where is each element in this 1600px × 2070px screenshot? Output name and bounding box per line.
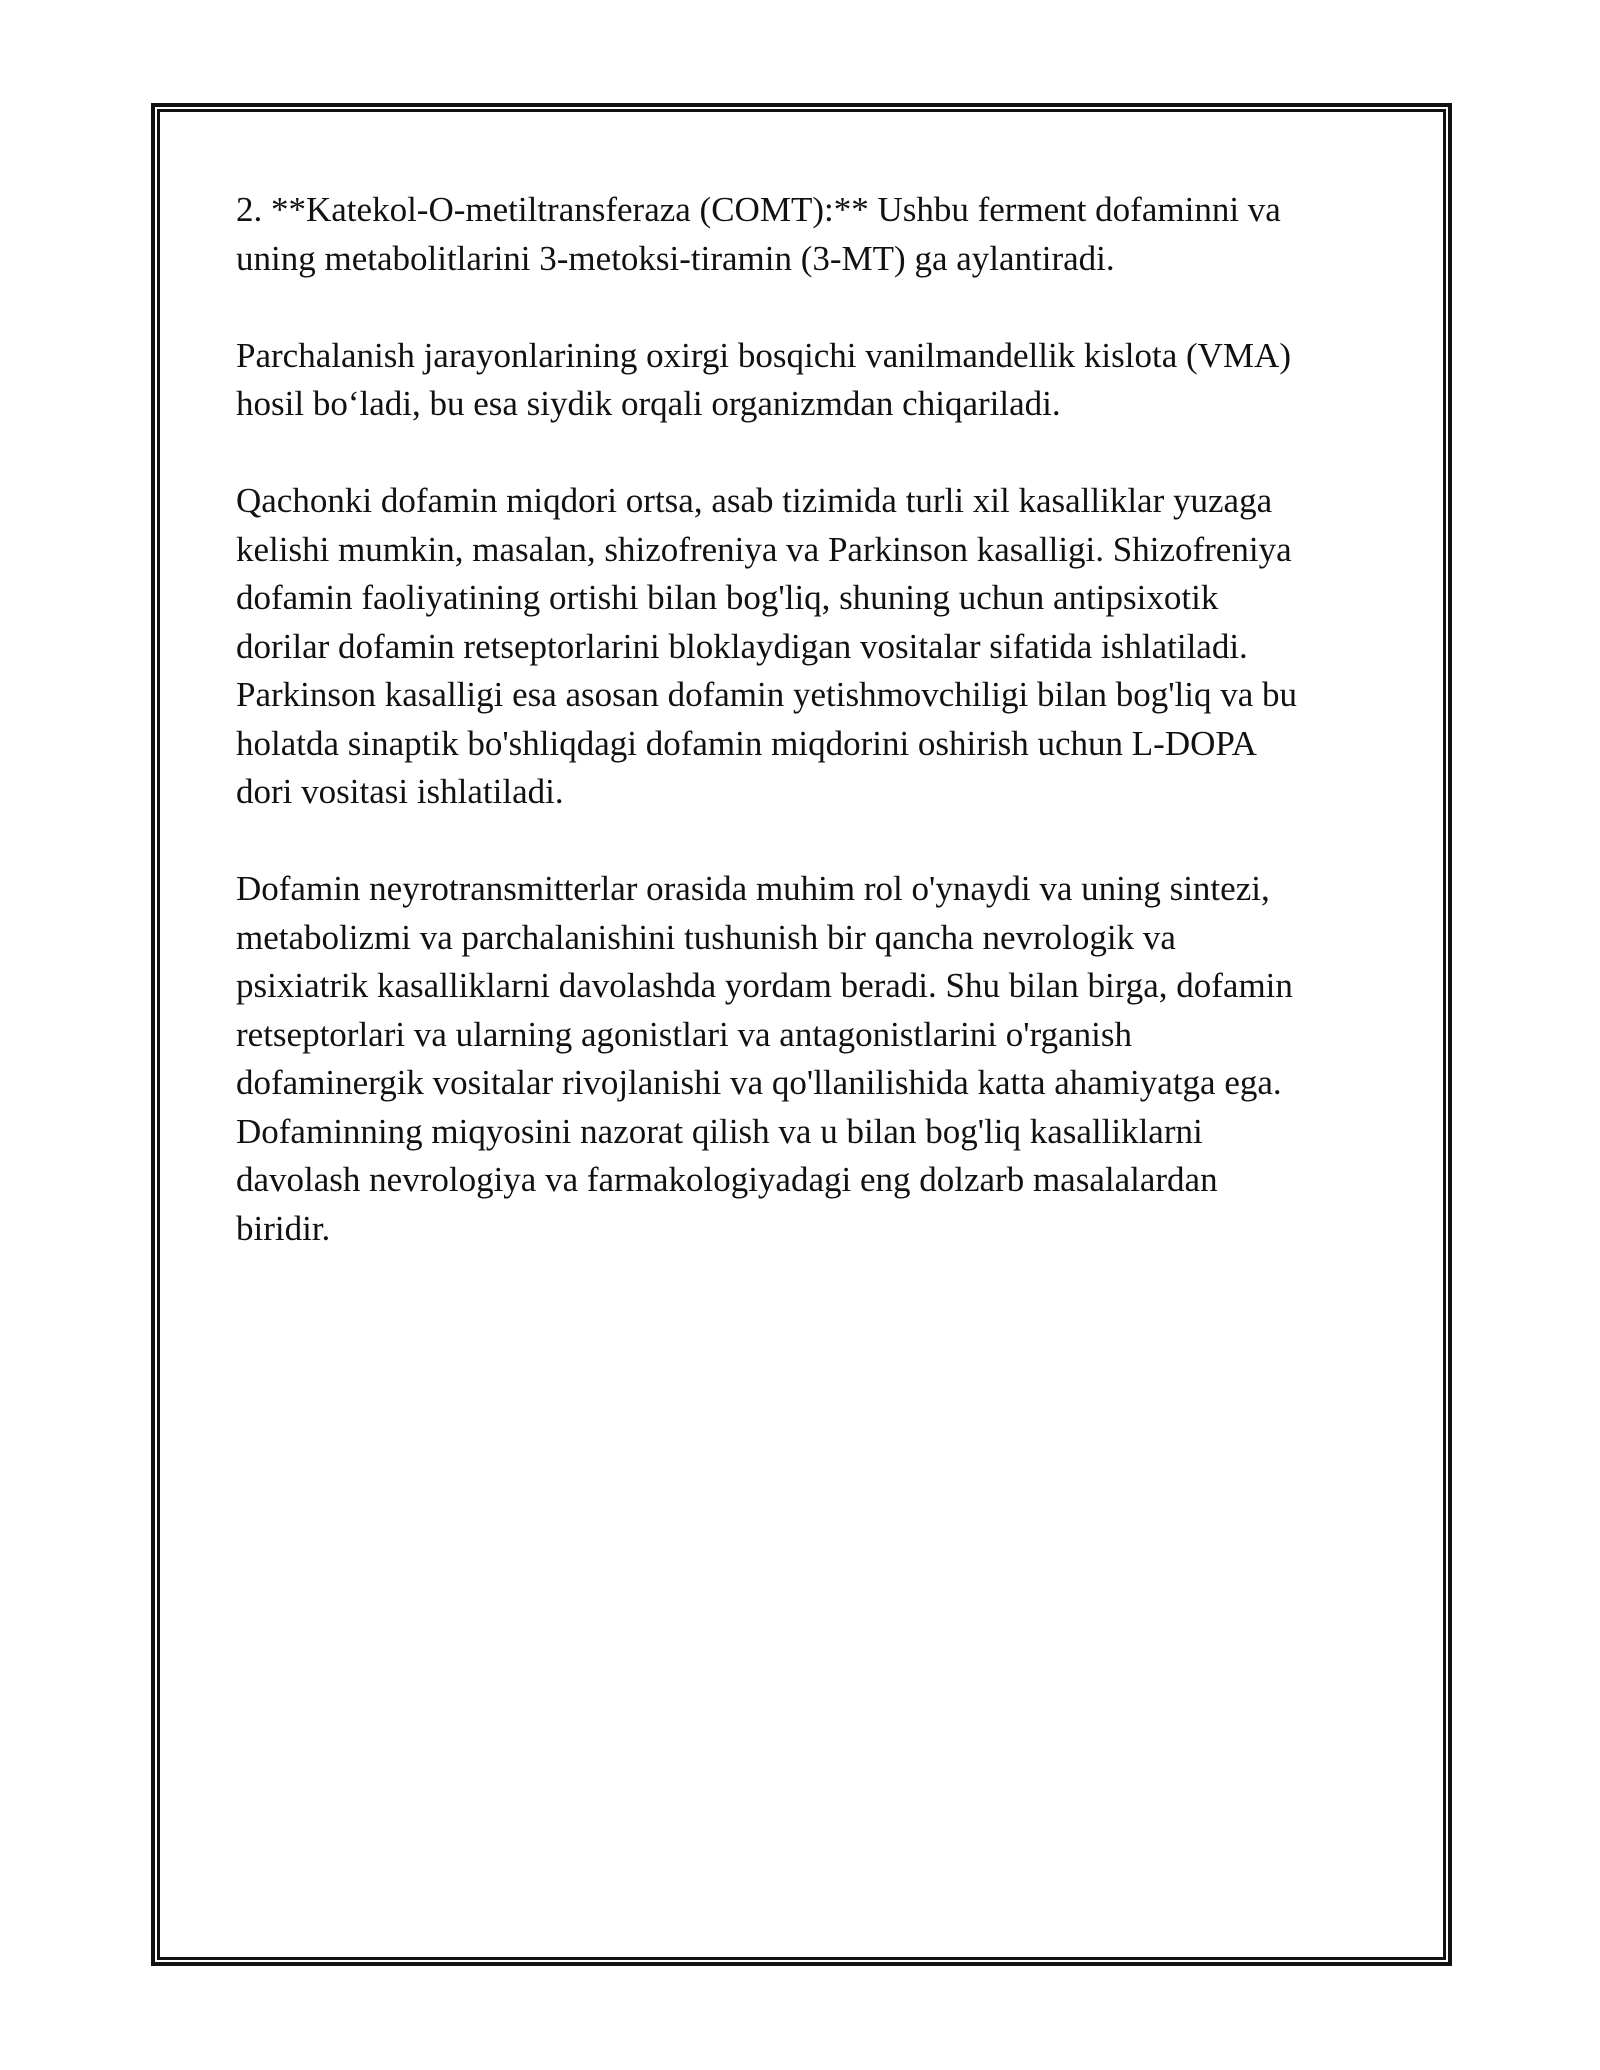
text-line: metabolizmi va parchalanishini tushunish bir qancha nevrologik va	[236, 917, 1176, 957]
text-line: biridir.	[236, 1208, 331, 1248]
text-line: hosil bo‘ladi, bu esa siydik orqali organizmdan chiqariladi.	[236, 384, 1061, 423]
text-line: Parchalanish jarayonlarining oxirgi bosqichi vanilmandellik kislota (VMA)	[236, 335, 1291, 375]
text-line: davolash nevrologiya va farmakologiyadagi eng dolzarb masalalardan	[236, 1160, 1218, 1199]
text-line: dofamin faoliyatining ortishi bilan bog'liq, shuning uchun antipsixotik	[236, 578, 1219, 617]
paragraph-vma	[236, 332, 1386, 429]
text-line: retseptorlari va ularning agonistlari va antagonistlarini o'rganish	[236, 1014, 1132, 1054]
text-line: dofaminergik vositalar rivojlanishi va qo'llanilishida katta ahamiyatga ega.	[236, 1063, 1282, 1102]
document-body	[236, 186, 1386, 1302]
text-line: dorilar dofamin retseptorlarini bloklaydigan vositalar sifatida ishlatiladi.	[236, 626, 1248, 666]
text-line: Qachonki dofamin miqdori ortsa, asab tizimida turli xil kasalliklar yuzaga	[236, 481, 1273, 520]
text-line: holatda sinaptik bo'shliqdagi dofamin miqdorini oshirish uchun L-DOPA	[236, 723, 1257, 763]
text-line: Dofamin neyrotransmitterlar orasida muhim rol o'ynaydi va uning sintezi,	[236, 869, 1270, 908]
text-line: dori vositasi ishlatiladi.	[236, 772, 564, 811]
text-line: Parkinson kasalligi esa asosan dofamin yetishmovchiligi bilan bog'liq va bu	[236, 675, 1298, 714]
text-line: uning metabolitlarini 3-metoksi-tiramin (3-MT) ga aylantiradi.	[236, 238, 1115, 278]
paragraph-conclusion	[236, 865, 1386, 1253]
paragraph-comt	[236, 186, 1386, 283]
paragraph-diseases	[236, 477, 1386, 817]
text-line: 2. **Katekol-O-metiltransferaza (COMT):** Ushbu ferment dofaminni va	[236, 190, 1281, 229]
text-line: kelishi mumkin, masalan, shizofreniya va Parkinson kasalligi. Shizofreniya	[236, 529, 1292, 569]
text-line: psixiatrik kasalliklarni davolashda yordam beradi. Shu bilan birga, dofamin	[236, 966, 1293, 1005]
text-line: Dofaminning miqyosini nazorat qilish va u bilan bog'liq kasalliklarni	[236, 1111, 1203, 1151]
